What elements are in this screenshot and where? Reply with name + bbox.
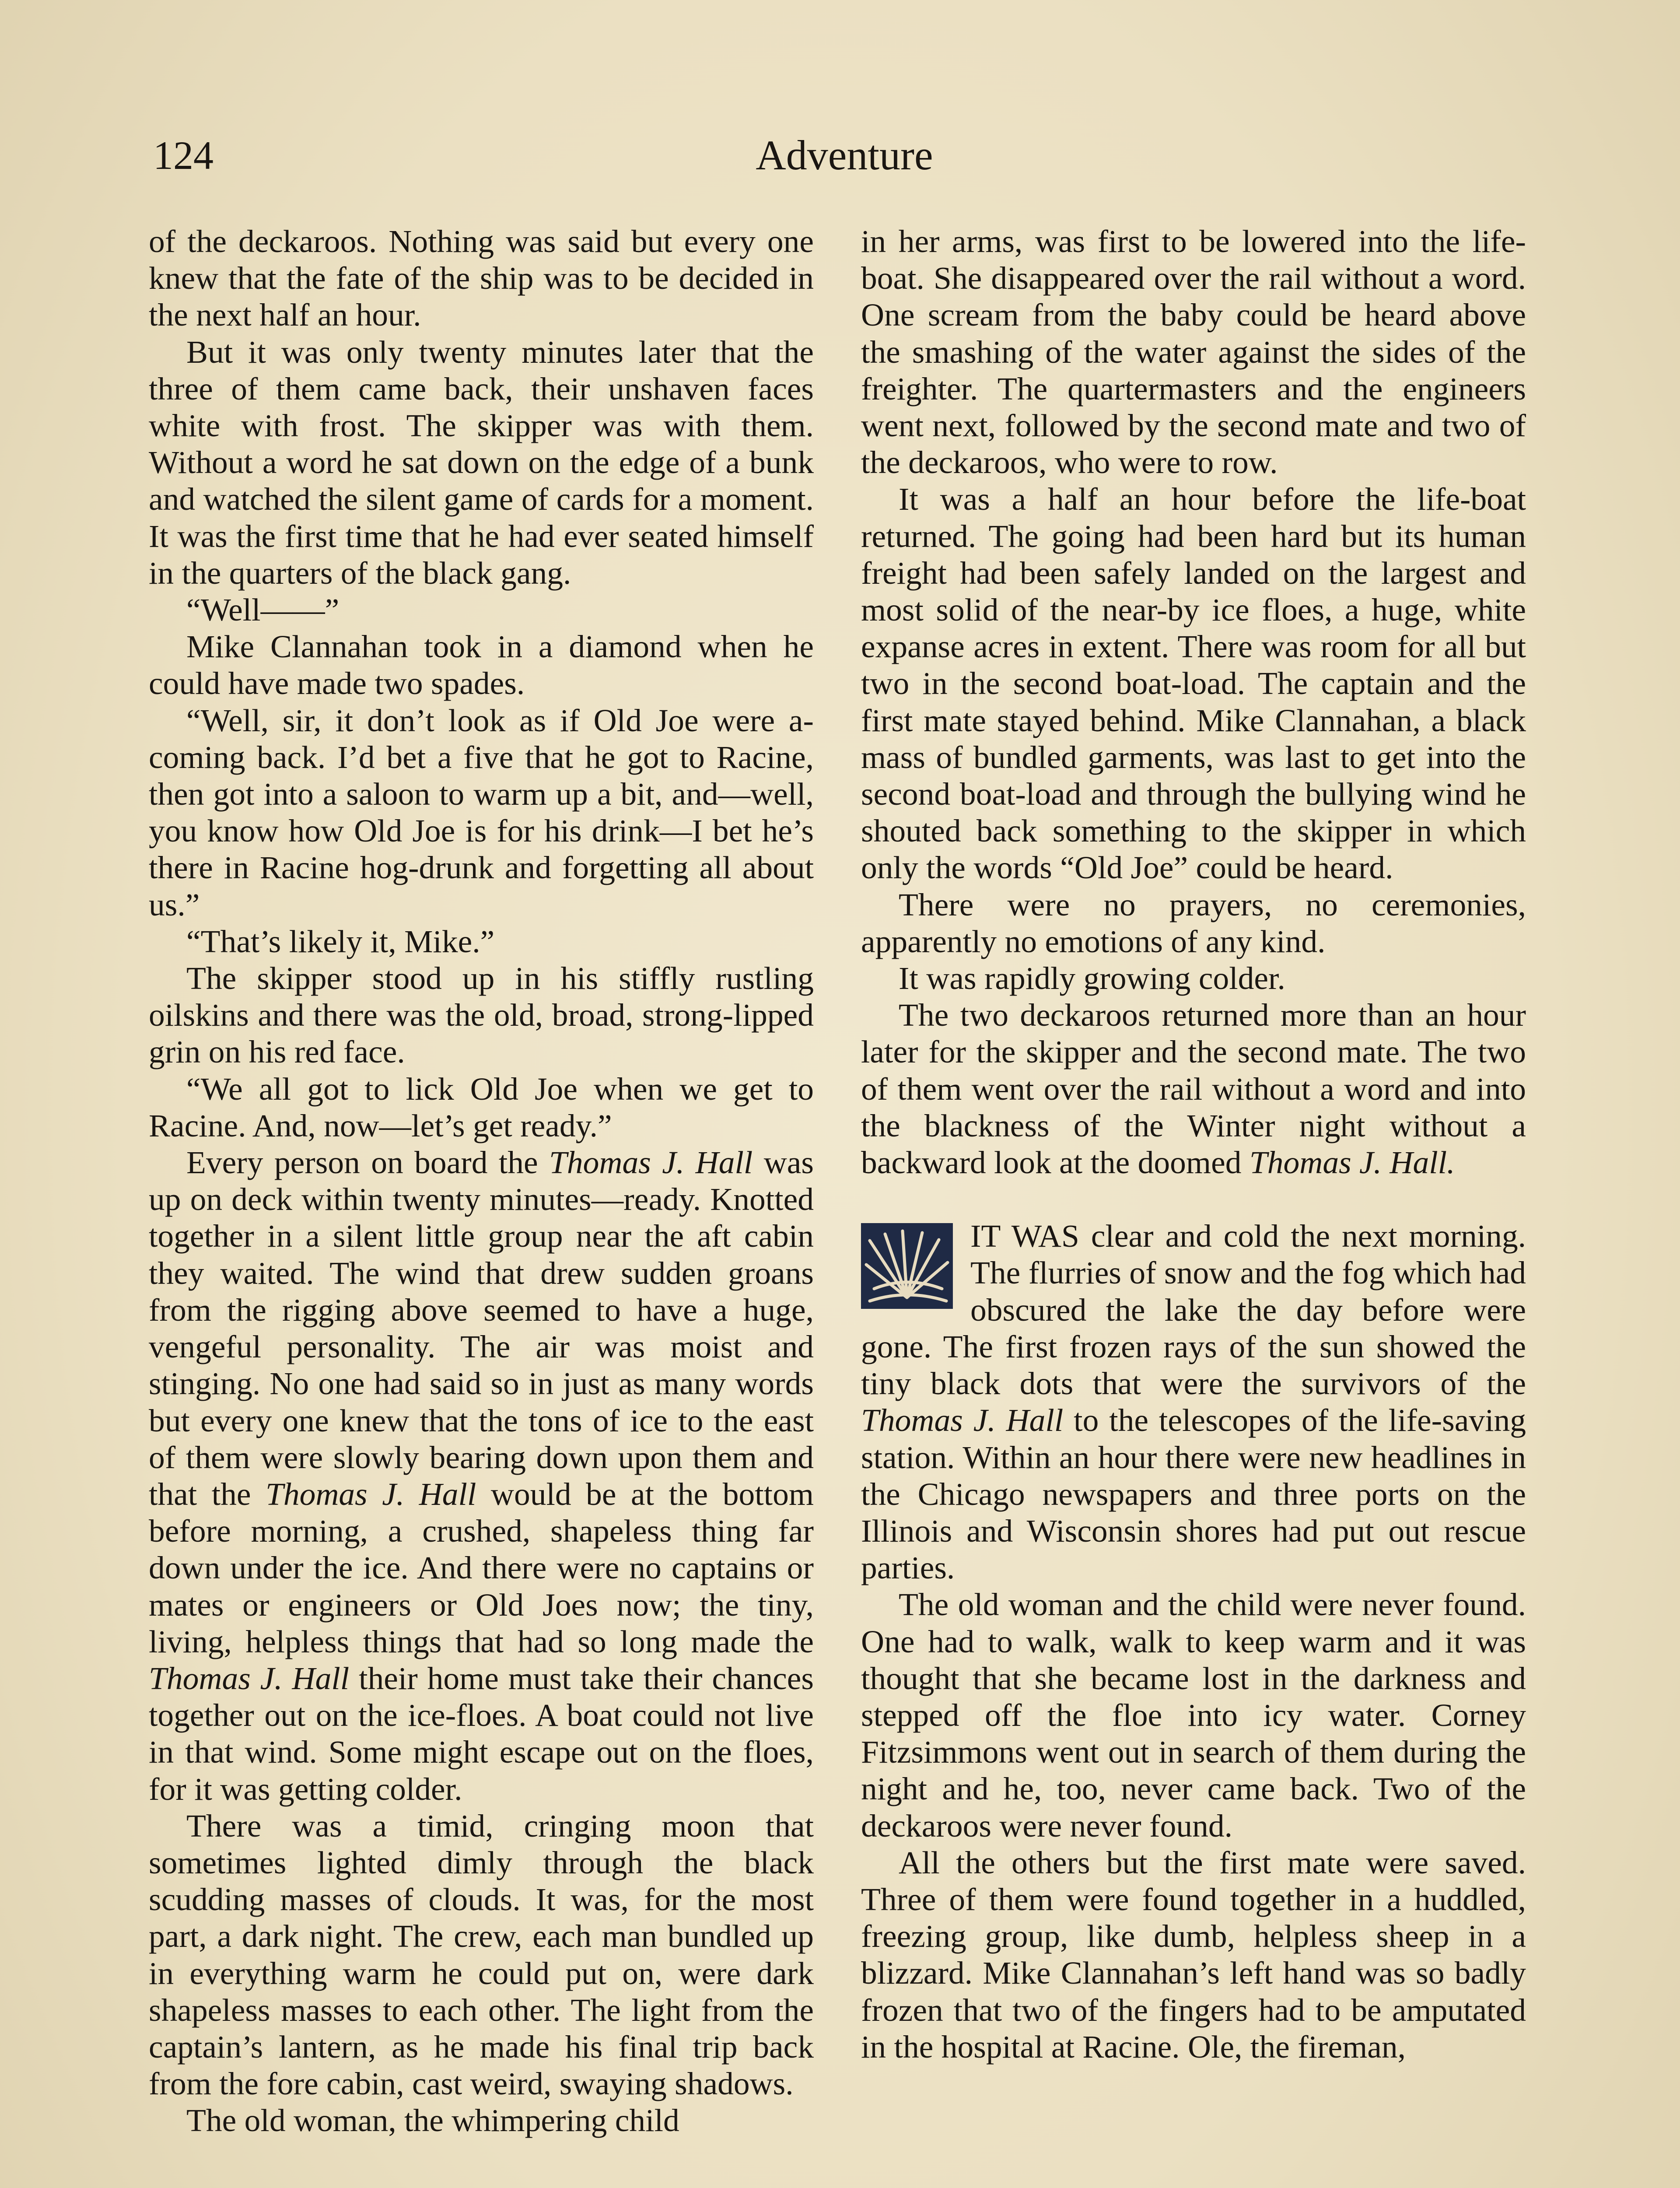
paragraph: There was a timid, cringing moon that sometimes lighted dimly through the black scudding masses of clouds. It was, for the most part, a dark night. The crew, each man bundled up in everything warm he could put on, were dark shapeless masses to each other. The light from the captain’s lantern, as he made his final trip back from the fore cabin, cast weird, swaying shadows. (149, 1808, 814, 2102)
right-column (861, 223, 1526, 2065)
text-run: to the telescopes of the life-saving station. Within an hour there were new headlines in the Chicago newspapers and three ports on the Illinois and Wisconsin shores had put out rescue parties. (861, 1403, 1526, 1586)
text-run: Every person on board the (186, 1145, 550, 1181)
paragraph: “Well——” (186, 592, 340, 628)
sunburst-ornament-graphic (861, 1223, 953, 1309)
page-header (153, 127, 1536, 184)
paragraph: The old woman, the whimpering child (186, 2103, 679, 2139)
sunburst-ornament-icon (861, 1223, 953, 1309)
paragraph: of the deckaroos. Nothing was said but every one knew that the fate of the ship was to be decided in the next half an hour. (149, 224, 814, 333)
text-run: IT WAS clear and cold the next morning. The flurries of snow and the fog which had obscured the lake the day before were gone. The first frozen rays of the sun showed the tiny black dots that were the survivors of the (861, 1218, 1526, 1402)
paragraph: There were no prayers, no ceremonies, apparently no emotions of any kind. (861, 887, 1526, 959)
paragraph: It was rapidly growing colder. (899, 961, 1285, 996)
paragraph: in her arms, was first to be lowered into the life-boat. She disappeared over the rail without a word. One scream from the baby could be heard above the smashing of the water against the sides of the freighter. The quartermasters and the engineers went next, followed by the second mate and two of the deckaroos, who were to row. (861, 224, 1526, 480)
paragraph: The skipper stood up in his stiffly rustling oilskins and there was the old, broad, strong-lipped grin on his red face. (149, 961, 814, 1070)
paragraph: “That’s likely it, Mike.” (186, 923, 495, 959)
text-run: their home must take their chances together out on the ice-floes. A boat could not live in that wind. Some might escape out on the floes, for it was getting colder. (149, 1660, 814, 1807)
ship-name: Thomas J. Hall (149, 1660, 350, 1696)
paragraph: All the others but the first mate were saved. Three of them were found together in a huddled, freezing group, like dumb, helpless sheep in a blizzard. Mike Clannahan’s left hand was so badly frozen that two of the fingers had to be amputated in the hospital at Racine. Ole, the fireman, (861, 1844, 1526, 2065)
paragraph (149, 1144, 814, 1808)
ship-name: Thomas J. Hall (265, 1476, 476, 1512)
text-run: would be at the bottom before morning, a crushed, shapeless thing far down under the ice. And there were no captains or mates or engineers or Old Joes now; the tiny, living, helpless things that had so long made the (149, 1476, 814, 1659)
ship-name: Thomas J. Hall (549, 1145, 753, 1181)
paragraph: “We all got to lick Old Joe when we get to Racine. And, now—let’s get ready.” (149, 1071, 814, 1143)
paragraph: It was a half an hour before the life-boat returned. The going had been hard but its human freight had been safely landed on the largest and most solid of the near-by ice floes, a huge, white expanse acres in extent. There was room for all but two in the second boat-load. The captain and the first mate stayed behind. Mike Clannahan, a black mass of bundled garments, was last to get into the second boat-load and through the bullying wind he shouted back something to the skipper in which only the words “Old Joe” could be heard. (861, 481, 1526, 886)
section-opening-paragraph (861, 1218, 1526, 1586)
ship-name: Thomas J. Hall (861, 1403, 1064, 1438)
ship-name: Thomas J. Hall. (1249, 1145, 1455, 1181)
paragraph: “Well, sir, it don’t look as if Old Joe were a-coming back. I’d bet a five that he got to Racine, then got into a saloon to warm up a bit, and—well, you know how Old Joe is for his drink—I bet he’s there in Racine hog-drunk and forgetting all about us.” (149, 702, 814, 922)
paragraph: Mike Clannahan took in a diamond when he could have made two spades. (149, 629, 814, 701)
paragraph: The old woman and the child were never found. One had to walk, walk to keep warm and it was thought that she became lost in the darkness and stepped off the floe into icy water. Corney Fitzsimmons went out in search of them during the night and he, too, never came back. Two of the deckaroos were never found. (861, 1587, 1526, 1844)
running-head: Adventure (756, 132, 933, 179)
text-run: The two deckaroos returned more than an hour later for the skipper and the second mate. The two of them went over the rail without a word and into the blackness of the Winter night without a backward look at the doomed (861, 997, 1526, 1181)
page-number: 124 (153, 133, 214, 178)
paragraph (861, 997, 1526, 1181)
paragraph: But it was only twenty minutes later that the three of them came back, their unshaven faces white with frost. The skipper was with them. Without a word he sat down on the edge of a bunk and watched the silent game of cards for a moment. It was the first time that he had ever seated himself in the quarters of the black gang. (149, 334, 814, 591)
left-column (149, 223, 814, 2139)
text-run: was up on deck within twenty minutes—ready. Knotted together in a silent little group near the aft cabin they waited. The wind that drew sudden groans from the rigging above seemed to have a huge, vengeful personality. The air was moist and stinging. No one had said so in just as many words but every one knew that the tons of ice to the east of them were slowly bearing down upon them and that the (149, 1145, 814, 1512)
